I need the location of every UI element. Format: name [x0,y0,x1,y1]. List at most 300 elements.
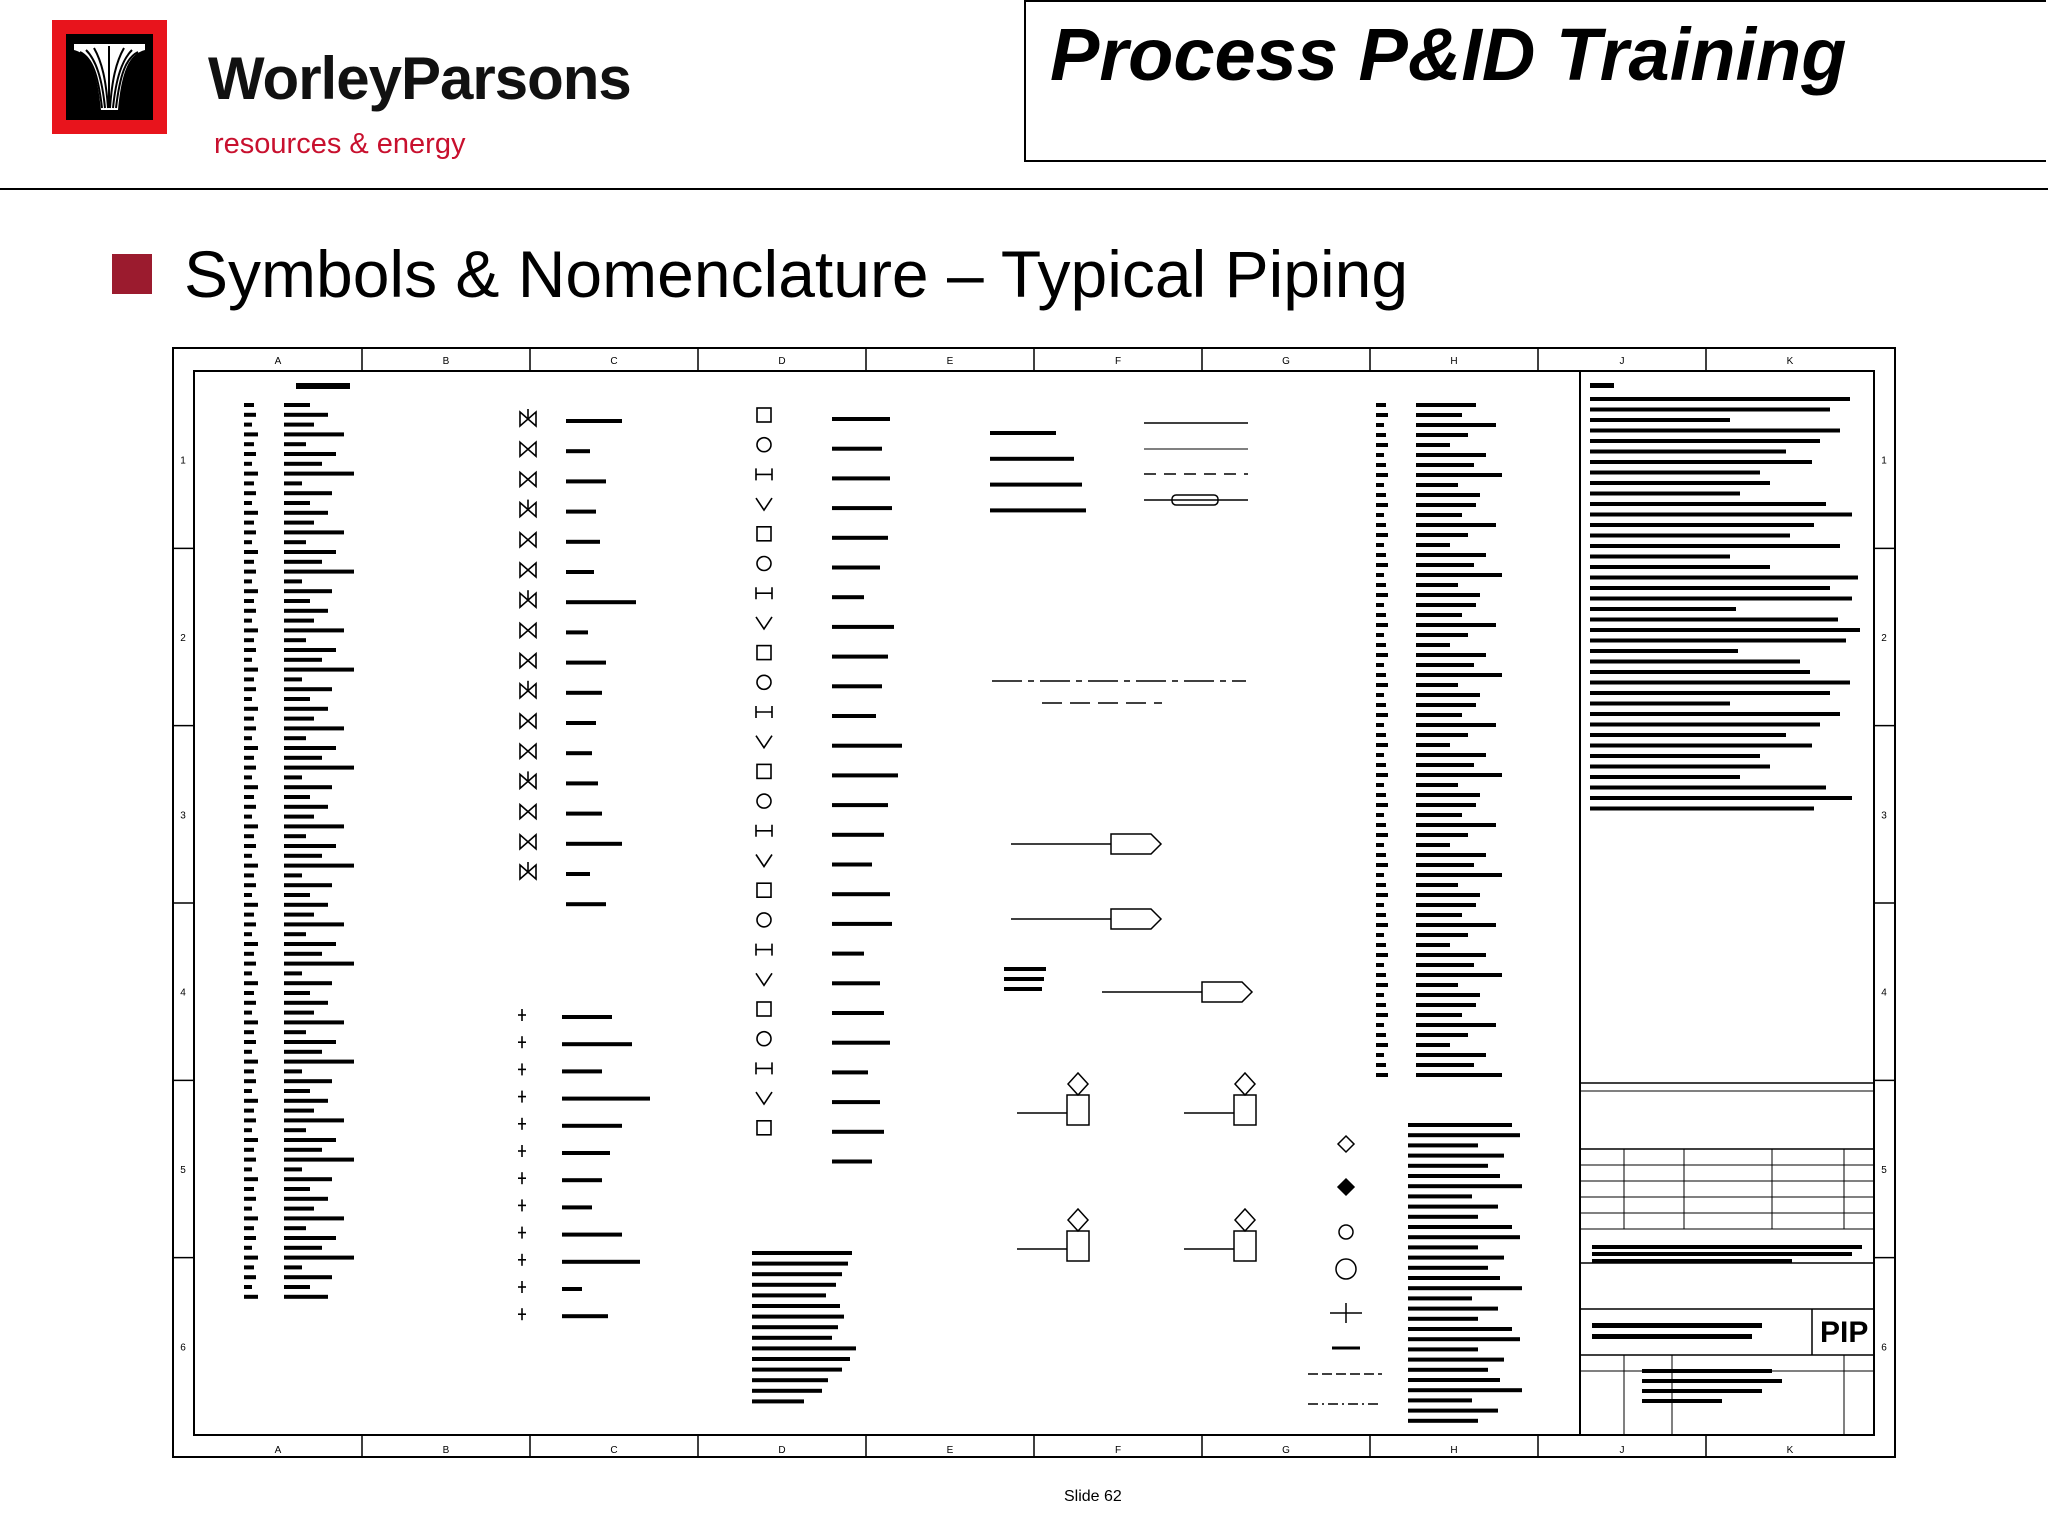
fine-text-line [1376,963,1384,967]
fine-text-line [284,844,336,848]
fine-text-line [284,726,344,730]
fine-text-line [752,1346,856,1350]
fine-text-line [284,540,306,544]
fine-text-line [1416,823,1496,827]
fine-text-line [244,579,252,583]
fine-text-line [1416,513,1462,517]
border-number: 4 [1881,987,1887,999]
fine-text-line [284,893,310,897]
fine-text-line [1416,963,1474,967]
fine-text-line [1376,923,1388,927]
fine-text-line [990,431,1056,435]
fine-text-line [284,873,302,877]
fine-text-line [284,677,302,681]
fine-text-line [1590,460,1812,464]
fine-text-line [1416,1043,1450,1047]
fine-text-line [832,506,892,510]
border-letter: H [1450,356,1458,367]
fine-text-line [1592,1252,1852,1256]
fine-text-line [1590,754,1760,758]
fine-text-line [1590,576,1858,580]
fine-text-line [284,619,314,623]
fine-text-line [284,805,328,809]
fine-text-line [1376,843,1384,847]
fine-text-line [1376,763,1386,767]
fine-text-line [1376,683,1388,687]
fine-text-line [284,1236,336,1240]
fine-text-line [244,726,256,730]
fine-text-line [244,619,252,623]
fine-text-line [1376,873,1384,877]
fine-text-line [244,599,254,603]
fine-text-line [284,1030,306,1034]
fine-text-line [244,442,254,446]
border-letter: A [274,356,282,367]
fine-text-line [1408,1133,1520,1137]
fine-text-line [284,1246,322,1250]
fine-text-line [1416,413,1462,417]
fine-text-line [1376,983,1388,987]
fine-text-line [284,795,310,799]
fine-text-line [244,1295,258,1299]
fine-text-line [1376,833,1388,837]
fine-text-line [566,721,596,725]
fine-text-line [284,1069,302,1073]
fine-text-line [1376,743,1388,747]
fine-text-line [244,1089,252,1093]
fine-text-line [284,1285,310,1289]
fine-text-line [832,981,880,985]
fine-text-line [562,1178,602,1182]
fine-text-line [832,476,890,480]
fine-text-line [752,1283,836,1287]
fine-text-line [1416,463,1474,467]
border-letter: C [610,1445,618,1456]
fine-text-line [244,658,252,662]
fine-text-line [832,1011,884,1015]
fine-text-line [244,1236,256,1240]
fine-text-line [566,842,622,846]
fine-text-line [1416,543,1450,547]
header-divider [0,188,2048,190]
fine-text-line [244,628,258,632]
fine-text-line [1416,603,1476,607]
fine-text-line [244,785,258,789]
fine-text-line [244,1099,258,1103]
fine-text-line [244,1109,254,1113]
fine-text-line [1376,913,1386,917]
fine-text-line [244,756,254,760]
fine-text-line [244,1020,258,1024]
fine-text-line [1376,473,1388,477]
fine-text-line [1408,1143,1478,1147]
fine-text-line [1416,793,1480,797]
fine-text-line [284,824,344,828]
fine-text-line [1416,683,1458,687]
fine-text-line [244,521,254,525]
fine-text-line [832,1041,890,1045]
fine-text-line [752,1378,828,1382]
fine-text-line [244,805,256,809]
fine-text-line [1590,481,1770,485]
fine-text-line [1590,607,1736,611]
fine-text-line [1590,418,1730,422]
border-letter: F [1114,356,1122,367]
fine-text-line [1416,763,1474,767]
fine-text-line [1590,439,1820,443]
fine-text-line [284,687,332,691]
fine-text-line [832,625,894,629]
fine-text-line [1590,628,1860,632]
fine-text-line [752,1293,826,1297]
fine-text-line [1416,1003,1476,1007]
fine-text-line [1590,534,1790,538]
fine-text-line [832,655,888,659]
fine-text-line [244,844,256,848]
fine-text-line [1416,643,1450,647]
border-letter: D [778,1445,786,1456]
fine-text-line [562,1151,610,1155]
fine-text-line [832,744,902,748]
fine-text-line [244,795,254,799]
fine-text-line [566,691,602,695]
fine-text-line [1408,1266,1488,1270]
fine-text-line [244,1187,254,1191]
fine-text-line [244,1177,258,1181]
fine-text-line [1376,933,1384,937]
fine-text-line [1376,693,1384,697]
fine-text-line [1590,597,1852,601]
fine-text-line [284,1050,322,1054]
fine-text-line [566,419,622,423]
fine-text-line [1376,713,1388,717]
fine-text-line [1376,1063,1386,1067]
fine-text-line [244,462,252,466]
fine-text-line [284,1138,336,1142]
fine-text-line [1376,943,1386,947]
fine-text-line [1416,853,1486,857]
fine-text-line [1004,987,1042,991]
fine-text-line [1416,893,1480,897]
fine-text-line [1408,1164,1488,1168]
fine-text-line [244,854,252,858]
fine-text-line [832,922,892,926]
fine-text-line [1642,1389,1762,1393]
fine-text-line [1408,1388,1522,1392]
fine-text-line [1590,618,1838,622]
fine-text-line [832,773,898,777]
fine-text-line [244,1069,254,1073]
fine-text-line [284,1040,336,1044]
fine-text-line [1590,807,1814,811]
fine-text-line [752,1368,842,1372]
fine-text-line [1416,433,1468,437]
border-number: 6 [180,1342,186,1354]
fine-text-line [1376,513,1384,517]
fine-text-line [566,600,636,604]
fine-text-line [1408,1184,1522,1188]
fine-text-line [1590,523,1814,527]
pip-logo: PIP [1820,1316,1869,1349]
fine-text-line [244,883,256,887]
fine-text-line [1416,983,1458,987]
fine-text-line [244,824,258,828]
fine-text-line [284,707,328,711]
fine-text-line [244,403,254,407]
fine-text-line [1592,1245,1862,1249]
fine-text-line [1376,493,1386,497]
fine-text-line [1416,1033,1468,1037]
fine-text-line [1416,903,1476,907]
fine-text-line [832,892,890,896]
fine-text-line [244,932,252,936]
fine-text-line [1416,803,1476,807]
fine-text-line [752,1262,848,1266]
fine-text-line [1416,403,1476,407]
fine-text-line [244,922,256,926]
fine-text-line [244,432,258,436]
fine-text-line [284,668,354,672]
fine-text-line [1590,471,1760,475]
fine-text-line [1416,453,1486,457]
fine-text-line [832,1160,872,1164]
fine-text-line [1376,723,1384,727]
fine-text-line [284,609,328,613]
fine-text-line [284,1158,354,1162]
fine-text-line [284,1148,322,1152]
fine-text-line [244,1256,258,1260]
fine-text-line [562,1124,622,1128]
fine-text-line [1590,397,1850,401]
fine-text-line [1416,523,1496,527]
fine-text-line [1592,1334,1752,1339]
fine-text-line [566,479,606,483]
fine-text-line [1376,553,1386,557]
fine-text-line [1590,586,1830,590]
fine-text-line [284,717,314,721]
fine-text-line [752,1304,840,1308]
fine-text-line [284,638,306,642]
fine-text-line [284,922,344,926]
fine-text-line [284,1256,354,1260]
fine-text-line [1416,743,1450,747]
fine-text-line [1376,503,1388,507]
fine-text-line [1590,502,1826,506]
fine-text-line [284,697,310,701]
fine-text-line [1416,1063,1474,1067]
border-letter: G [1282,1445,1290,1456]
fine-text-line [244,530,256,534]
fine-text-line [1592,1323,1762,1328]
fine-text-line [284,815,314,819]
fine-text-line [284,452,336,456]
fine-text-line [562,1042,632,1046]
fine-text-line [1408,1256,1504,1260]
border-number: 5 [1881,1165,1887,1176]
fine-text-line [1416,593,1480,597]
fine-text-line [1590,450,1786,454]
border-letter: E [946,1445,954,1456]
fine-text-line [1416,663,1474,667]
fine-text-line [284,864,354,868]
fine-text-line [284,942,336,946]
fine-text-line [244,1226,254,1230]
fine-text-line [1408,1347,1478,1351]
fine-text-line [1376,993,1384,997]
fine-text-line [284,785,332,789]
fine-text-line [1408,1225,1512,1229]
fine-text-line [1590,513,1852,517]
fine-text-line [1376,403,1386,407]
fine-text-line [1416,653,1486,657]
fine-text-line [284,1167,302,1171]
fine-text-line [832,684,882,688]
fine-text-line [832,447,882,451]
border-letter: J [1619,1445,1625,1456]
border-letter: A [274,1445,282,1456]
fine-text-line [752,1399,804,1403]
fine-text-line [284,903,328,907]
fine-text-line [566,781,598,785]
fine-text-line [284,854,322,858]
fine-text-line [284,491,332,495]
fine-text-line [1376,783,1384,787]
fine-text-line [284,501,310,505]
fine-text-line [244,1118,256,1122]
fine-text-line [1590,733,1786,737]
fine-text-line [244,971,252,975]
fine-text-line [244,668,258,672]
fine-text-line [1376,703,1386,707]
fine-text-line [1004,967,1046,971]
fine-text-line [1376,903,1384,907]
title-box [1024,0,2046,162]
fine-text-line [284,952,322,956]
fine-text-line [244,491,256,495]
fine-text-line [1376,443,1388,447]
fine-text-line [1416,723,1496,727]
fine-text-line [1408,1398,1472,1402]
fine-text-line [284,462,322,466]
fine-text-line [1590,408,1830,412]
fine-text-line [832,833,884,837]
fine-text-line [284,1109,314,1113]
fine-text-line [832,1100,880,1104]
fine-text-line [1590,775,1740,779]
fine-text-line [284,1079,332,1083]
fine-text-line [1416,773,1502,777]
fine-text-line [752,1251,852,1255]
fine-text-line [832,863,872,867]
fine-text-line [284,658,322,662]
fine-text-line [1416,1023,1496,1027]
fine-text-line [244,550,258,554]
fine-text-line [832,803,888,807]
fine-text-line [562,1069,602,1073]
fine-text-line [1416,813,1462,817]
fine-text-line [1408,1327,1512,1331]
fine-text-line [244,452,256,456]
fine-text-line [1408,1337,1520,1341]
fine-text-line [990,483,1082,487]
fine-text-line [244,687,256,691]
fine-text-line [284,432,344,436]
fine-text-line [1376,563,1388,567]
fine-text-line [1376,863,1388,867]
border-letter: J [1619,356,1625,367]
fine-text-line [244,1265,254,1269]
fine-text-line [752,1336,832,1340]
fine-text-line [1408,1215,1478,1219]
fine-text-line [1590,383,1614,388]
fine-text-line [284,1226,306,1230]
fine-text-line [832,417,890,421]
fine-text-line [1416,733,1468,737]
border-number: 3 [1881,810,1887,822]
fine-text-line [284,981,332,985]
fine-text-line [284,481,302,485]
fine-text-line [1376,623,1388,627]
fine-text-line [1590,649,1738,653]
fine-text-line [244,697,252,701]
border-letter: K [1786,356,1794,367]
fine-text-line [244,1079,256,1083]
fine-text-line [1416,613,1462,617]
border-letter: G [1282,356,1290,367]
fine-text-line [284,579,302,583]
fine-text-line [1376,613,1386,617]
fine-text-line [244,736,252,740]
fine-text-line [990,457,1074,461]
fine-text-line [244,589,258,593]
fine-text-line [284,883,332,887]
fine-text-line [1590,555,1730,559]
fine-text-line [244,1207,252,1211]
fine-text-line [1590,765,1770,769]
fine-text-line [244,717,254,721]
fine-text-line [284,736,306,740]
fine-text-line [284,511,328,515]
fine-text-line [244,746,258,750]
border-number: 5 [180,1165,186,1176]
fine-text-line [1376,533,1388,537]
fine-text-line [562,1015,612,1019]
fine-text-line [1408,1358,1504,1362]
fine-text-line [1408,1409,1498,1413]
fine-text-line [1376,883,1386,887]
fine-text-line [1408,1235,1520,1239]
fine-text-line [1376,633,1384,637]
bullet-icon [112,254,152,294]
fine-text-line [1408,1245,1478,1249]
fine-text-line [284,550,336,554]
fine-text-line [244,1060,258,1064]
fine-text-line [1590,712,1840,716]
fine-text-line [1416,583,1458,587]
fine-text-line [284,1011,314,1015]
border-letter: F [1114,1445,1122,1456]
fine-text-line [244,864,258,868]
fine-text-line [1408,1419,1478,1423]
fine-text-line [1376,593,1388,597]
fine-text-line [284,1128,306,1132]
fine-text-line [1416,993,1480,997]
fine-text-line [244,1138,258,1142]
slide-heading: Symbols & Nomenclature – Typical Piping [184,237,1409,311]
fine-text-line [284,834,306,838]
fine-text-line [1376,453,1384,457]
border-number: 1 [1881,455,1887,467]
